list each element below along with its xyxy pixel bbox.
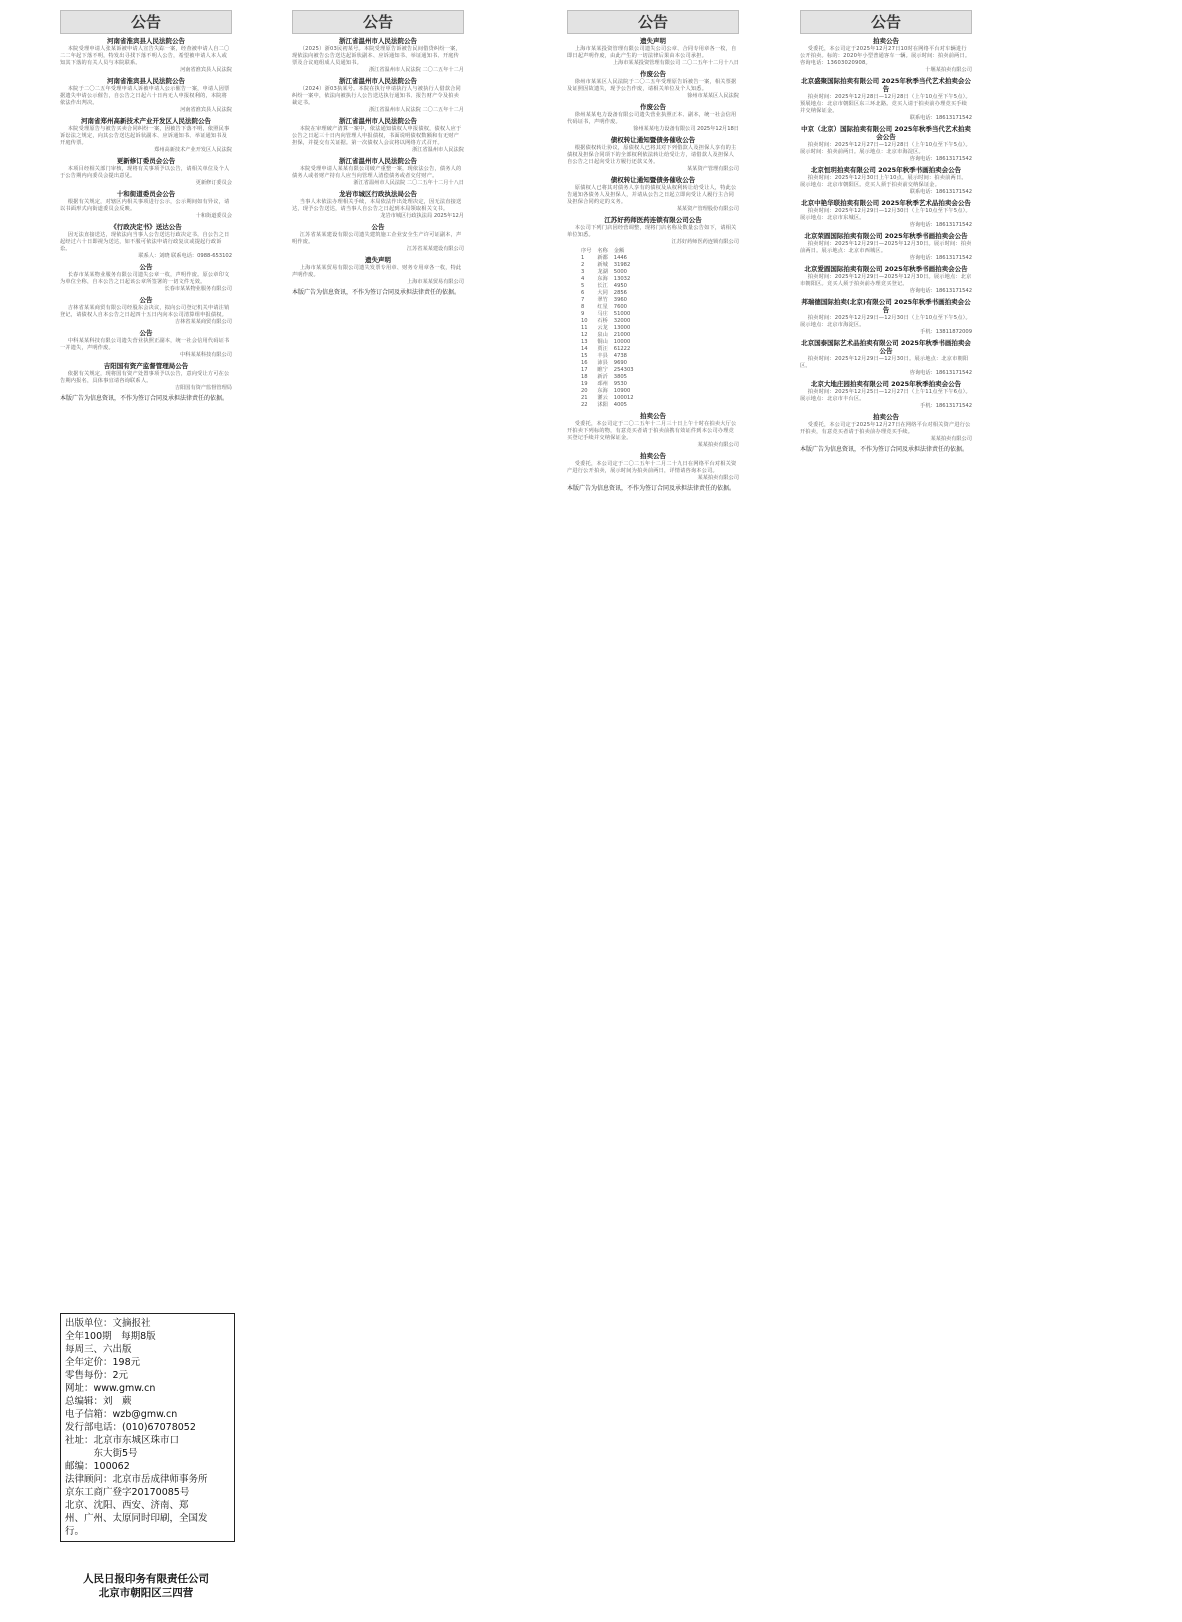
table-cell: 22 [581,402,588,408]
table-cell: 石桥 [597,318,608,324]
publisher-line: 发行部电话：(010)67078052 [65,1422,196,1433]
table-cell: 泉山 [597,332,608,338]
notice-block [60,223,232,260]
table-cell: 云龙 [597,325,608,331]
column-header: 公告 [292,10,464,34]
table-cell: 新都 [597,255,608,261]
notice-block [800,232,972,262]
notice-text: 拍卖时间：2025年12月28日—12月28日（上午10点至下午5点）。预展地点：北京市朝阳区东三环北路。竞买人请于拍卖前办理竞买手续并交纳保证金。 [800,94,971,114]
notice-text: 吉林省某某商贸有限公司经股东会决议，拟向公司登记机关申请注销登记，请债权人自本公告之日起四十五日内向本公司清算组申报债权。 [60,305,230,318]
store-table [581,248,640,409]
notice-title: 北京大地庄园拍卖有限公司 2025年秋季拍卖会公告 [810,380,962,388]
table-cell: 20 [581,388,588,394]
publisher-line: 总编辑：刘 蕨 [65,1396,132,1407]
notice-text: 拍卖时间：2025年12月29日—12月30日（上午10点至下午5点）。展示地点：北京市海淀区。 [800,315,971,328]
table-cell: 5000 [613,269,627,275]
column-header: 公告 [567,10,739,34]
notice-block [60,190,232,220]
table-cell: 大同 [597,290,608,296]
column-body [292,34,464,1622]
notice-text: 长春市某某物业服务有限公司遗失公章一枚，声明作废。原公章印文为单位全称，自本公告之日起该公章所签署的一切文件无效。 [60,272,230,285]
notice-text: （2024）浙03执某号。本院在执行申请执行人与被执行人借款合同纠纷一案中，依法向被执行人公告送达执行通知书、报告财产令及拍卖裁定书。 [292,86,461,106]
table-cell: 金额 [613,248,625,254]
notice-column-3 [567,10,739,1622]
notice-title: 龙岩市城区行政执法局公告 [339,190,417,198]
table-row [581,395,640,402]
notice-block [292,77,464,114]
publisher-line: 邮编：100062 [65,1461,130,1472]
notice-signature: 龙岩市城区行政执法局 2025年12月 [380,213,464,219]
table-row [581,304,640,311]
notice-text: 拍卖时间：2025年12月29日—2025年12月30日。展示地点：北京市朝阳区。竞买人须于拍卖前办理竞买登记。 [800,274,972,287]
table-cell: 4738 [613,353,627,359]
notice-block [567,136,739,173]
notice-text: 拍卖时间：2025年12月29日—12月30日。展示地点：北京市朝阳区。 [800,356,969,369]
notice-signature: 手机：13811872009 [920,329,972,335]
notice-title: 拍卖公告 [873,37,899,45]
notice-block [292,37,464,74]
notice-block [60,263,232,293]
notice-text: 受委托，本公司定于2025年12月27日在网络平台对相关资产进行公开拍卖，有意竞买者请于拍卖前办理竞买手续。 [800,422,971,435]
notice-block [60,296,232,326]
table-cell: 21 [581,395,588,401]
notice-signature: 郑州高新技术产业开发区人民法院 [154,147,232,153]
notice-title: 吉阳国有资产监督管理局公告 [103,362,189,370]
notice-block [60,37,232,74]
column-header: 公告 [800,10,972,34]
table-cell: 15 [581,353,588,359]
publisher-line: 零售每份：2元 [65,1370,129,1381]
notice-signature: 徐州市某某区人民法院 [687,93,739,99]
table-row [581,346,640,353]
notice-signature: 中科某某科技有限公司 [180,352,232,358]
notice-title: 公告 [139,263,153,271]
table-row [581,402,640,409]
column-footnote: 本版广告为信息资讯，不作为签订合同及承担法律责任的依据。 [60,395,229,402]
notice-title: 公告 [139,329,153,337]
publisher-line: 电子信箱：wzb@gmw.cn [65,1409,178,1420]
printer-credit [60,1572,232,1600]
notice-block [292,256,464,286]
notice-title: 北京爱圆国际拍卖有限公司 2025年秋季书画拍卖会公告 [804,265,968,273]
table-cell: 61222 [613,346,631,352]
table-cell: 龙湖 [597,269,608,275]
column-body [60,34,232,1302]
publisher-line: 州、广州、太原同时印刷，全国发 [65,1513,208,1524]
table-cell: 4005 [613,402,627,408]
table-cell: 13032 [613,276,631,282]
notice-signature: 咨询电话：18613171542 [909,255,972,261]
notice-signature: 浙江省温州市人民法院 二〇二五年十二月十八日 [353,180,464,186]
notice-block [800,125,972,163]
notice-signature: 某某拍卖有限公司 [697,442,739,448]
table-cell: 东海 [597,276,608,282]
table-cell: 6 [581,290,585,296]
table-cell: 254303 [613,367,634,373]
notice-block [292,157,464,187]
notice-title: 十和街道委员会公告 [116,190,176,198]
column-footnote: 本版广告为信息资讯，不作为签订合同及承担法律责任的依据。 [800,446,969,453]
notice-text: 受委托，本公司定于2025年12月27日10时在网络平台对车辆进行公开拍卖。标的：2020年小型普通客车一辆。展示时间：拍卖前两日。咨询电话：13603020908。 [800,46,971,66]
publisher-line: 网址：www.gmw.cn [65,1383,156,1394]
notice-signature: 手机：18613171542 [920,403,972,409]
table-cell: 3805 [613,374,627,380]
notice-text: 根据有关规定，对辖区内相关事项进行公示，公示期间如有异议，请以书面形式向街道委员会反映。 [60,199,230,212]
notice-text: 依据有关规定，现将国有资产处置事项予以公告，意向受让方可在公告期内报名，具体事宜请咨询联系人。 [60,371,230,384]
notice-block [60,117,232,154]
notice-title: 河南省郑州高新技术产业开发区人民法院公告 [81,117,211,125]
notice-title: 债权转让通知暨债务催收公告 [610,136,696,144]
table-cell: 长江 [597,283,608,289]
table-cell: 10900 [613,388,631,394]
table-cell: 1 [581,255,585,261]
table-cell: 8 [581,304,585,310]
table-cell: 7600 [613,304,627,310]
column-footnote: 本版广告为信息资讯，不作为签订合同及承担法律责任的依据。 [292,289,461,296]
table-cell: 14 [581,346,588,352]
notice-signature: 长春市某某物业服务有限公司 [164,286,232,292]
table-cell: 9530 [613,381,627,387]
notice-title: 邦瑞德国际拍卖(北京)有限公司 2025年秋季书画拍卖会公告 [801,298,971,314]
notice-column-4 [800,10,972,1622]
table-row [581,290,640,297]
table-cell: 贾汪 [597,346,608,352]
table-cell: 邳州 [597,381,608,387]
notice-block [800,413,972,443]
table-cell: 51000 [613,311,631,317]
notice-text: 本公司下列门店因经营调整，现将门店名称及数量公告如下，请相关单位知悉。 [567,225,737,238]
table-cell: 3 [581,269,585,275]
table-cell: 13000 [613,325,631,331]
notice-signature: 十堰某拍卖有限公司 [925,67,972,73]
table-row [581,255,640,262]
notice-title: 北京荣圆国际拍卖有限公司 2025年秋季书画拍卖会公告 [804,232,968,240]
table-cell: 4950 [613,283,627,289]
notice-block [567,176,739,213]
notice-title: 遗失声明 [640,37,666,45]
publisher-line: 社址：北京市东城区珠市口 [65,1435,180,1446]
notice-title: 北京盛聚国际拍卖有限公司 2025年秋季当代艺术拍卖会公告 [801,77,971,93]
notice-block [567,216,739,246]
table-cell: 13 [581,339,588,345]
notice-signature: 联系电话：18613171542 [909,115,972,121]
notice-text: 拍卖时间：2025年12月27日—12月28日（上午10点至下午5点）。展示时间：拍卖前两日。展示地点：北京市海淀区。 [800,142,971,155]
table-cell: 东海 [597,388,608,394]
notice-title: 河南省淮宾县人民法院公告 [107,37,185,45]
notice-signature: 咨询电话：18613171542 [909,222,972,228]
notice-text: 拍卖时间：2025年12月29日—12月30日（上午10点至下午5点）。展示地点：北京市东城区。 [800,208,971,221]
table-cell: 9690 [613,360,627,366]
table-cell: 睢宁 [597,367,608,373]
notice-text: 徐州市某某区人民法院于二〇二五年受理原告诉被告一案，相关票据及证照因故遗失，现予公告作废，请相关单位及个人知悉。 [567,79,737,92]
notice-title: 拍卖公告 [640,412,666,420]
notice-block [800,339,972,377]
table-row [581,248,640,255]
notice-text: 受委托，本公司定于二〇二五年十二月三十日上午十时在拍卖大厅公开拍卖下列标的物，有意竞买者请于拍卖前携有效证件到本公司办理竞买登记手续并交纳保证金。 [567,421,737,441]
table-cell: 沭阳 [597,402,608,408]
notice-text: 本院于二〇二五年受理申请人诉被申请人公示催告一案，申请人因票据遗失申请公示催告，自公告之日起六十日内无人申报权利的，本院将依法作出判决。 [60,86,230,106]
table-cell: 18 [581,374,588,380]
table-row [581,311,640,318]
publisher-line: 每周三、六出版 [65,1344,132,1355]
table-cell: 32000 [613,318,631,324]
notice-signature: 河南省淮宾县人民法院 [180,107,232,113]
table-cell: 10000 [613,339,631,345]
table-cell: 新城 [597,262,608,268]
notice-signature: 更新修订委员会 [195,180,232,186]
notice-text: 本项目经相关部门审核，现将有关事项予以公告，请相关单位及个人于公告期内向委员会提出意见。 [60,166,230,179]
table-cell: 翠竹 [597,297,608,303]
notice-block [292,190,464,220]
notice-title: 浙江省温州市人民法院公告 [339,117,417,125]
table-cell: 100012 [613,395,634,401]
table-row [581,276,640,283]
table-cell: 灌云 [597,395,608,401]
notice-block [60,362,232,392]
notice-text: 本院受理原告与被告买卖合同纠纷一案，因被告下落不明，依照民事诉讼法之规定，向其公告送达起诉状副本、应诉通知书、举证通知书及开庭传票。 [60,126,230,146]
table-cell: 红星 [597,304,608,310]
table-cell: 丰县 [597,353,608,359]
printer-address: 北京市朝阳区三四营 [98,1587,194,1599]
table-row [581,339,640,346]
table-cell: 21000 [613,332,631,338]
notice-text: 中科某某科技有限公司遗失营业执照正副本，统一社会信用代码证书一并遗失，声明作废。 [60,338,230,351]
notice-block [567,37,739,67]
notice-block [567,70,739,100]
notice-title: 河南省淮宾县人民法院公告 [107,77,185,85]
table-row [581,283,640,290]
notice-title: 中京（北京）国际拍卖有限公司 2025年秋季当代艺术拍卖会公告 [801,125,971,141]
notice-block [800,265,972,295]
table-cell: 2856 [613,290,627,296]
notice-signature: 上海市某某投资管理有限公司 二〇二五年十二月十八日 [612,60,739,66]
notice-title: 作废公告 [640,70,666,78]
column-header: 公告 [60,10,232,34]
notice-title: 浙江省温州市人民法院公告 [339,37,417,45]
notice-signature: 浙江省温州市人民法院 二〇二五年十二月 [368,107,464,113]
notice-block [800,77,972,122]
notice-block [800,199,972,229]
notice-text: 拍卖时间：2025年12月29日—2025年12月30日。展示时间：拍卖前两日。展示地点：北京市西城区。 [800,241,972,254]
notice-text: （2025）浙03民初某号。本院受理原告诉被告民间借贷纠纷一案，现依法向被告公告送达起诉状副本、应诉通知书、举证通知书、开庭传票及合议庭组成人员通知书。 [292,46,461,66]
table-cell: 11 [581,325,588,331]
table-cell: 名称 [597,248,608,254]
notice-text: 上海市某某贸易有限公司遗失发票专用章、财务专用章各一枚，特此声明作废。 [292,265,462,278]
table-row [581,353,640,360]
table-cell: 新沂 [597,374,608,380]
publisher-line: 法律顾问：北京市岳成律师事务所 [65,1474,208,1485]
column-footnote: 本版广告为信息资讯，不作为签订合同及承担法律责任的依据。 [567,485,736,492]
publisher-line: 京东工商广登字20170085号 [65,1487,190,1498]
publisher-line: 全年定价：198元 [65,1357,141,1368]
table-row [581,269,640,276]
table-cell: 9 [581,311,585,317]
notice-signature: 联系电话：18613171542 [909,189,972,195]
notice-title: 遗失声明 [365,256,391,264]
notice-signature: 浙江省温州市人民法院 二〇二五年十二月 [368,67,464,73]
table-cell: 3960 [613,297,627,303]
notice-text: 徐州某某电力设备有限公司遗失营业执照正本、副本，统一社会信用代码证书，声明作废。 [567,112,737,125]
notice-title: 北京恒玥拍卖有限公司 2025年秋季书画拍卖会公告 [810,166,962,174]
notice-block [567,452,739,482]
table-row [581,367,640,374]
notice-block [800,298,972,336]
notice-title: 拍卖公告 [640,452,666,460]
column-body [567,34,739,1622]
notice-text: 受委托，本公司定于二〇二五年十二月二十九日在网络平台对相关资产进行公开拍卖，展示时间为拍卖前两日，详情请咨询本公司。 [567,461,737,474]
table-cell: 5 [581,283,585,289]
table-row [581,318,640,325]
table-cell: 沛县 [597,360,608,366]
table-cell: 12 [581,332,588,338]
notice-signature: 上海市某某贸易有限公司 [406,279,464,285]
notice-text: 拍卖时间：2025年12月25日—12月27日（上午11点至下午6点）。展示地点：北京市丰台区。 [800,389,971,402]
notice-text: 本院受理申请人某某有限公司破产重整一案，现依法公告，债务人的债务人或者财产持有人应当向管理人清偿债务或者交付财产。 [292,166,462,179]
notice-text: 当事人未依法办理相关手续，本局依法作出处理决定，因无法直接送达，现予公告送达，请当事人自公告之日起到本局领取相关文书。 [292,199,462,212]
notice-block [567,412,739,449]
notice-title: 浙江省温州市人民法院公告 [339,157,417,165]
notice-title: 北京国泰国际艺术品拍卖有限公司 2025年秋季书画拍卖会公告 [801,339,971,355]
notice-signature: 咨询电话：18613171542 [909,156,972,162]
publisher-line: 出版单位：文摘报社 [65,1318,151,1329]
notice-block [800,37,972,74]
printer-name: 人民日报印务有限责任公司 [83,1573,209,1585]
notice-text: 上海市某某投资管理有限公司遗失公司公章、合同专用章各一枚，自即日起声明作废，由此产生的一切法律后果由本公司承担。 [567,46,737,59]
notice-signature: 江苏省某某建设有限公司 [406,246,464,252]
publisher-line: 全年100期 每期8版 [65,1331,156,1342]
table-row [581,297,640,304]
notice-title: 更新修订委员会公告 [116,157,176,165]
publisher-line: 北京、沈阳、西安、济南、郑 [65,1500,189,1511]
notice-block [60,329,232,359]
notice-signature: 咨询电话：18613171542 [909,288,972,294]
notice-column-2 [292,10,464,1622]
table-row [581,374,640,381]
table-cell: 1446 [613,255,627,261]
notice-title: 《行政决定书》送达公告 [110,223,182,231]
notice-signature: 河南省淮宾县人民法院 [180,67,232,73]
notice-signature: 某某拍卖有限公司 [697,475,739,481]
notice-block [800,166,972,196]
notice-title: 北京中艳华联拍卖有限公司 2025年秋季艺术品拍卖会公告 [801,199,971,207]
table-cell: 2 [581,262,585,268]
table-cell: 10 [581,318,588,324]
notice-signature: 吉阳国有资产监督管理局 [174,385,232,391]
notice-title: 拍卖公告 [873,413,899,421]
notice-signature: 某某拍卖有限公司 [930,436,972,442]
table-row [581,325,640,332]
notice-block [292,117,464,154]
table-cell: 17 [581,367,588,373]
notice-title: 公告 [371,223,385,231]
table-row [581,262,640,269]
notice-title: 公告 [139,296,153,304]
notice-signature: 某某资产管理有限公司 [687,166,739,172]
notice-signature: 联系人：刘晓 联系电话：0988-653102 [138,253,232,259]
notice-title: 江苏好药师医药连锁有限公司公告 [604,216,702,224]
notice-signature: 吉林省某某商贸有限公司 [174,319,232,325]
notice-text: 根据债权转让协议，原债权人已将其对下列借款人及担保人享有的主债权及担保合同项下的全部权利依法转让给受让方，请借款人及担保人自公告之日起向受让方履行还款义务。 [567,145,737,165]
publisher-info-box [60,1313,235,1542]
notice-block [60,157,232,187]
table-row [581,360,640,367]
table-cell: 铜山 [597,339,608,345]
table-row [581,381,640,388]
notice-signature: 某某资产管理股份有限公司 [676,206,739,212]
notice-text: 本院在审理破产清算一案中，依法通知债权人申报债权，债权人应于公告之日起三十日内向管理人申报债权，书面说明债权数额和有无财产担保，并提交有关证据。第一次债权人会议将以网络方式召开。 [292,126,462,146]
notice-signature: 徐州某某电力设备有限公司 2025年12月18日 [633,126,739,132]
notice-block [567,103,739,133]
notice-signature: 咨询电话：18613171542 [909,370,972,376]
publisher-line: 东大街5号 [65,1448,138,1459]
notice-block [60,77,232,114]
notice-title: 债权转让通知暨债务催收公告 [610,176,696,184]
notice-text: 本院受理申请人张某诉被申请人宣告失踪一案，经查被申请人自二〇二二年起下落不明，特发出寻找下落不明人公告，希望被申请人本人或知其下落的有关人员与本院联系。 [60,46,230,66]
notice-text: 因无法直接送达，现依法向当事人公告送达行政决定书，自公告之日起经过六十日即视为送达，如不服可依法申请行政复议或提起行政诉讼。 [60,232,230,252]
notice-title: 浙江省温州市人民法院公告 [339,77,417,85]
notice-title: 作废公告 [640,103,666,111]
notice-signature: 浙江省温州市人民法院 [412,147,464,153]
column-body [800,34,972,1622]
notice-block [800,380,972,410]
notice-text: 江苏省某某建设有限公司遗失建筑施工企业安全生产许可证副本，声明作废。 [292,232,462,245]
notice-signature: 江苏好药师医药连锁有限公司 [671,239,739,245]
table-cell: 4 [581,276,585,282]
notice-signature: 十和街道委员会 [195,213,232,219]
notice-text: 原债权人已将其对债务人享有的债权及从权利转让给受让人，特此公告通知各债务人及担保人，并请从公告之日起立即向受让人履行主合同及担保合同约定的义务。 [567,185,737,205]
notice-block [292,223,464,253]
table-cell: 序号 [581,248,592,254]
table-row [581,332,640,339]
table-cell: 16 [581,360,588,366]
table-cell: 马庄 [597,311,608,317]
publisher-line: 行。 [65,1526,85,1537]
notice-column-1 [60,10,232,1302]
notice-text: 拍卖时间：2025年12月30日上午10点。展示时间：拍卖前两日。展示地点：北京市朝阳区。竞买人须于拍卖前交纳保证金。 [800,175,967,188]
table-cell: 31982 [613,262,631,268]
table-row [581,388,640,395]
table-cell: 19 [581,381,588,387]
table-cell: 7 [581,297,585,303]
